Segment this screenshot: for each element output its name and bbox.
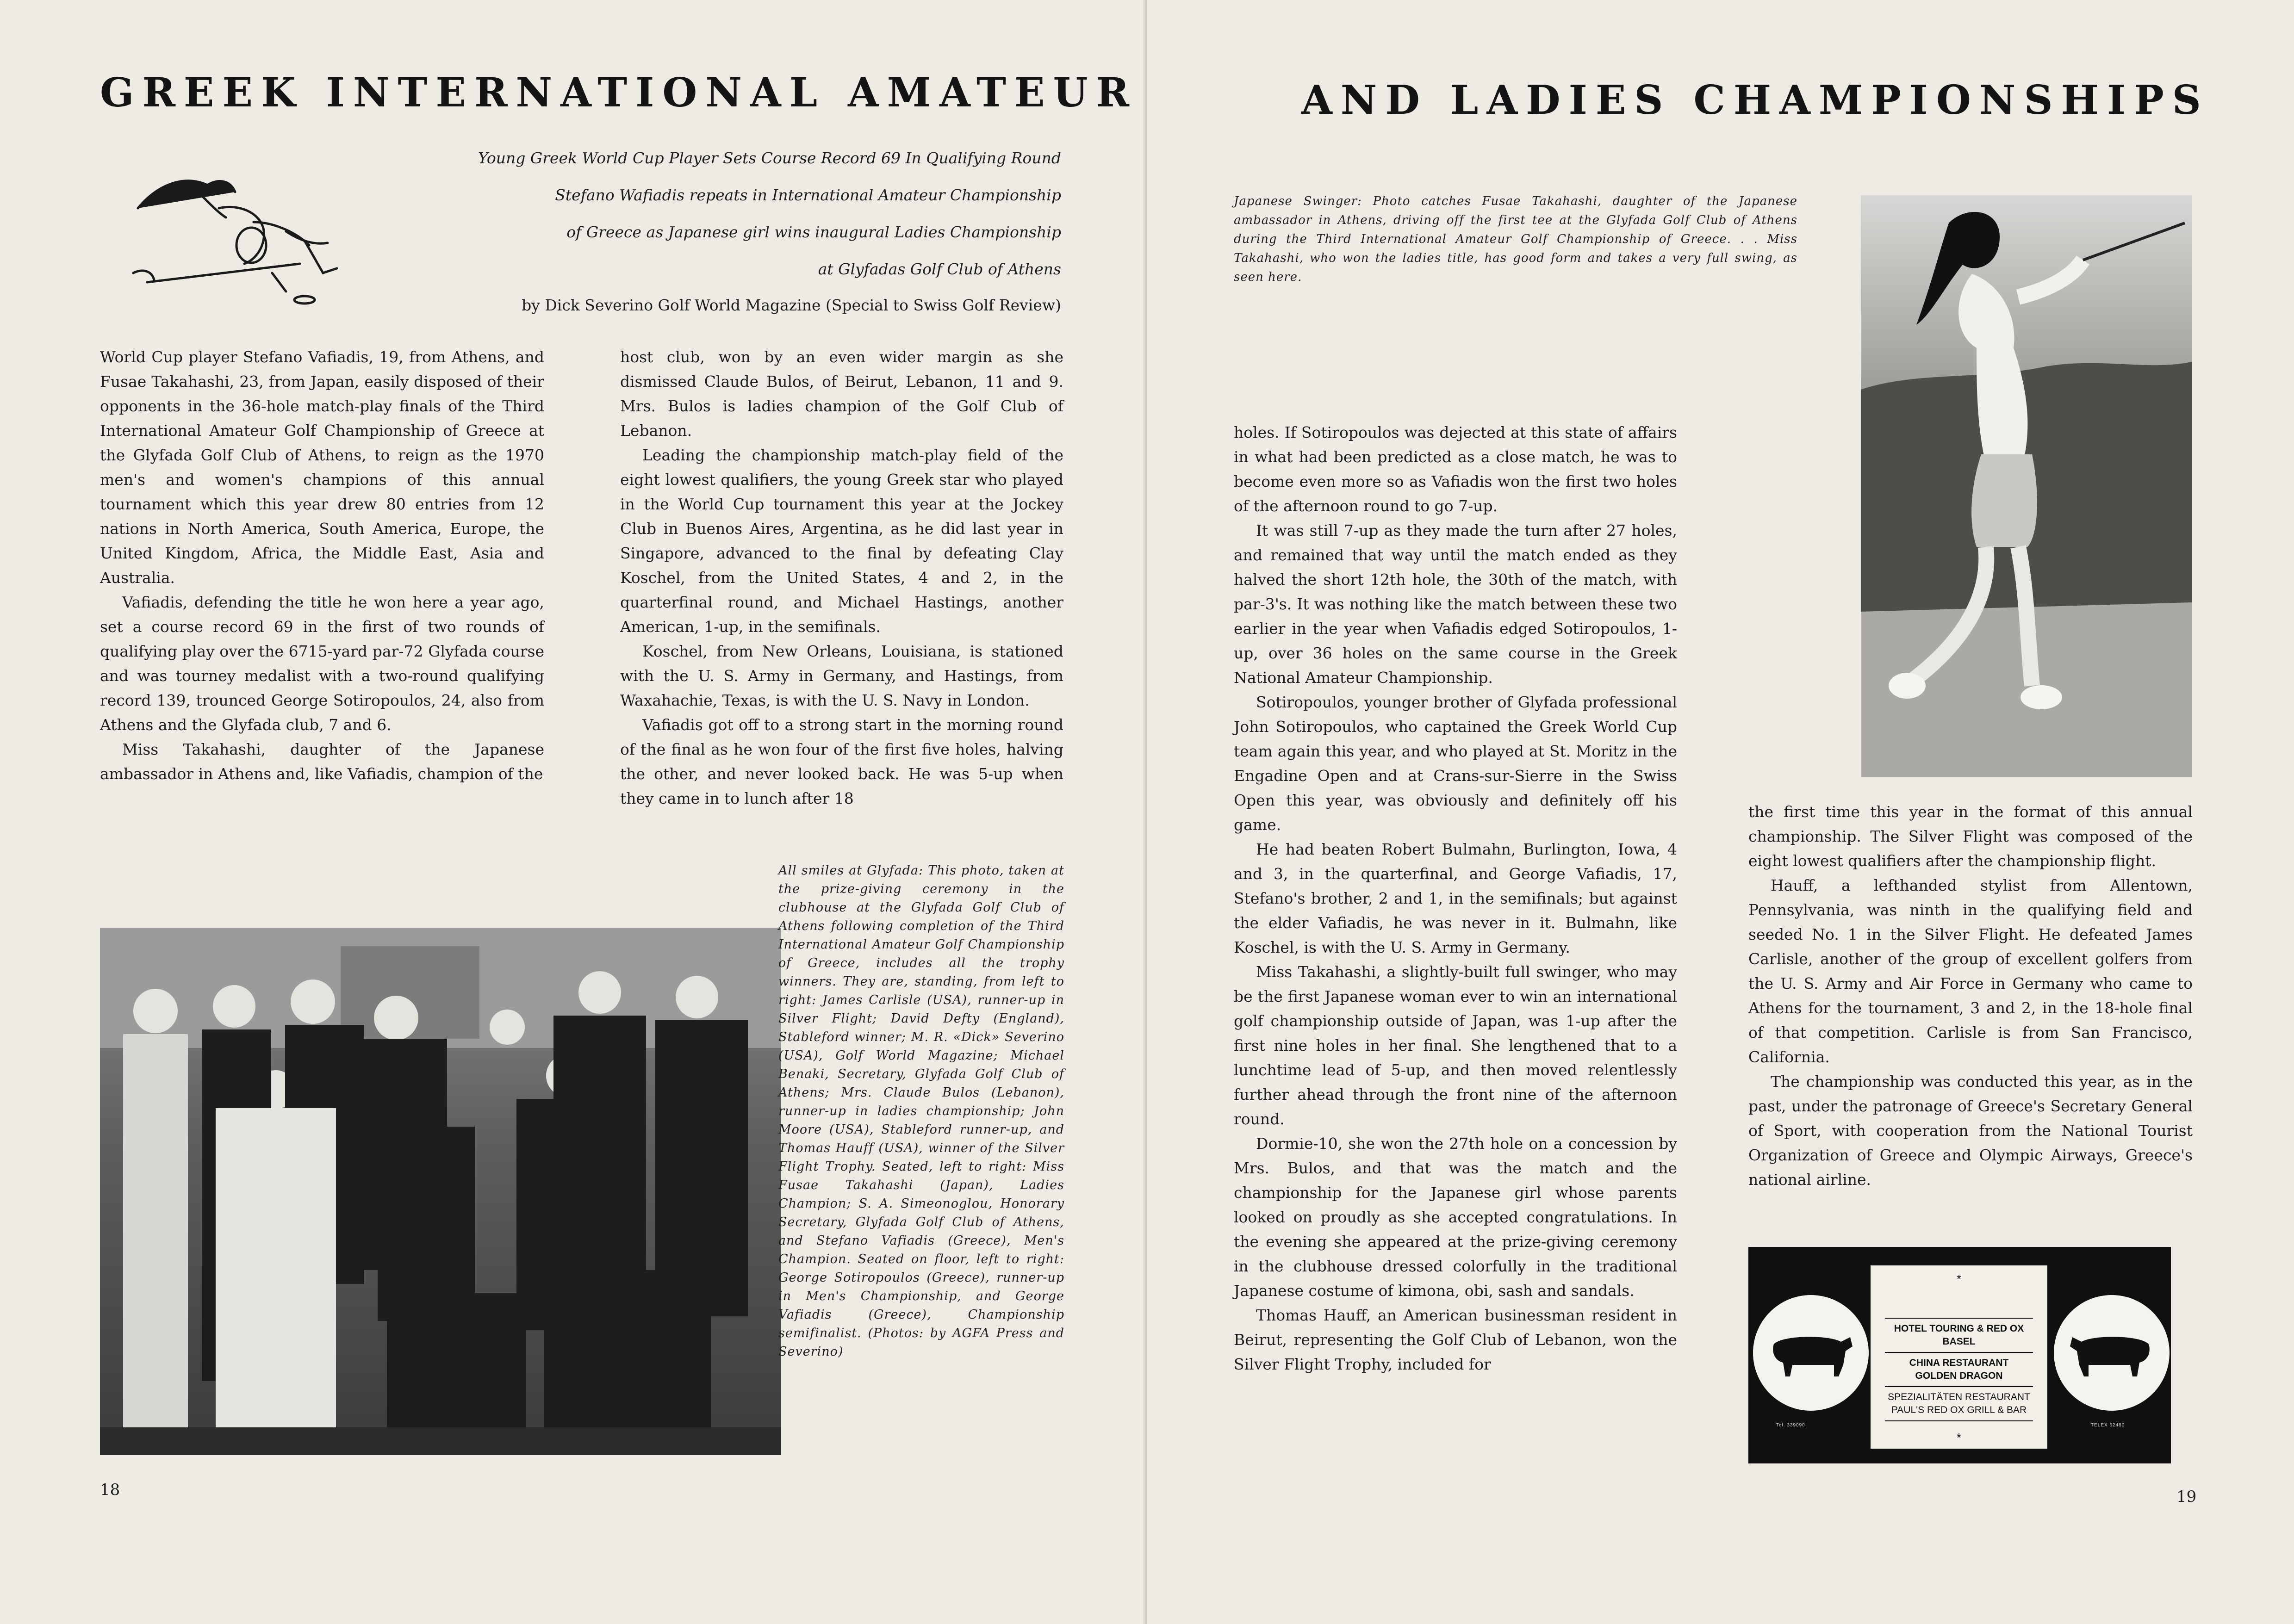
ox-icon-right — [2065, 1326, 2158, 1381]
ad-star-bottom: * — [1956, 1431, 1962, 1444]
ad-center-panel — [1871, 1265, 2047, 1449]
paragraph: Vafiadis, defending the title he won here a year ago, set a course record 69 in the first of two rounds of qualifying play over the 6715-yard par-72 Glyfada course and was tourney medalist with a two-round qualifying record 139, trounced George Sotiropoulos, 24, also from Athens and the Glyfada club, 7 and 6. — [100, 593, 544, 734]
paragraph: The championship was conducted this year, as in the past, under the patronage of Greece's Secretary General of Sport, with cooperation from the National Tourist Organization of Greece and Olympic Airways, Greece's national airline. — [1748, 1072, 2193, 1189]
paragraph: Miss Takahashi, daughter of the Japanese ambassador in Athens and, like Vafiadis, champion of the — [100, 740, 544, 783]
ad-divider — [1885, 1420, 2033, 1421]
ad-star-top: * — [1956, 1272, 1962, 1286]
swinger-photo — [1861, 195, 2192, 777]
ad-divider — [1885, 1386, 2033, 1387]
hotel-advertisement — [1748, 1247, 2171, 1463]
ad-tel: Tel. 339090 — [1776, 1423, 1805, 1428]
right-column-1 — [1234, 420, 1677, 1376]
page-number-left: 18 — [100, 1481, 120, 1499]
paragraph: He had beaten Robert Bulmahn, Burlington, Iowa, 4 and 3, in the quarterfinal, and George Vafiadis, 17, Stefano's brother, 2 and 1, in the semifinals; but against the elder Vafiadis, he was never in it. Bulmahn, like Koschel, is with the U. S. Army in Germany. — [1234, 840, 1677, 956]
ox-icon-left — [1765, 1326, 1857, 1381]
byline: by Dick Severino Golf World Magazine (Special to Swiss Golf Review) — [522, 296, 1061, 314]
left-column-1 — [100, 345, 544, 786]
ad-line-city: BASEL — [1942, 1336, 1976, 1347]
subhead-line-1: Young Greek World Cup Player Sets Course Record 69 In Qualifying Round — [478, 149, 1061, 167]
paragraph: Hauff, a lefthanded stylist from Allentown, Pennsylvania, was ninth in the qualifying field and seeded No. 1 in the Silver Flight. He defeated James Carlisle, another of the group of excellent golfers from the U. S. Army and Air Force in Germany who came to Athens for the tournament, 3 and 2, in the 18-hole final of that competition. Carlisle is from San Francisco, California. — [1748, 876, 2193, 1066]
paragraph: Dormie-10, she won the 27th hole on a concession by Mrs. Bulos, and that was the match and the championship for the Japanese girl whose parents looked on proudly as she accepted congratulations. In the evening she appeared at the prize-giving ceremony in the clubhouse dressed colorfully in the traditional Japanese costume of kimona, obi, sash and sandals. — [1234, 1134, 1677, 1300]
headline-left: GREEK INTERNATIONAL AMATEUR — [100, 69, 1138, 116]
headline-right: AND LADIES CHAMPIONSHIPS — [1301, 77, 2209, 124]
ad-line-spezial: SPEZIALITÄTEN RESTAURANT — [1888, 1392, 2030, 1402]
ad-line-dragon: GOLDEN DRAGON — [1915, 1370, 2003, 1381]
paragraph: Leading the championship match-play field of the eight lowest qualifiers, the young Greek star who played in the World Cup tournament this year at the Jockey Club in Buenos Aires, Argentina, as he did last year in Singapore, advanced to the final by defeating Clay Koschel, from the United States, 4 and 2, in the quarterfinal round, and Michael Hastings, another American, 1-up, in the semifinals. — [620, 446, 1063, 636]
photo-credit: (Photos: by AGFA Press and Severino) — [778, 1326, 1064, 1359]
ad-line-hotel: HOTEL TOURING & RED OX — [1894, 1323, 2024, 1334]
paragraph: the first time this year in the format of this annual championship. The Silver Flight was composed of the eight lowest qualifiers after the championship flight. — [1748, 803, 2193, 870]
group-photo-caption — [778, 862, 1064, 1361]
ad-divider — [1885, 1352, 2033, 1353]
paragraph: Miss Takahashi, a slightly-built full swinger, who may be the first Japanese woman ever to win an international golf championship outside of Japan, was 1-up after the first nine holes in her final. She lengthened that to a lunchtime lead of 5-up, and then moved relentlessly further ahead through the front nine of the afternoon round. — [1234, 963, 1677, 1128]
paragraph: Thomas Hauff, an American businessman resident in Beirut, representing the Golf Club of Lebanon, won the Silver Flight Trophy, included for — [1234, 1306, 1677, 1373]
group-photo-figures — [100, 928, 781, 1455]
group-photo — [100, 928, 781, 1455]
subhead-line-3: of Greece as Japanese girl wins inaugural Ladies Championship — [566, 223, 1061, 241]
ad-telex: TELEX 62480 — [2091, 1423, 2125, 1428]
paragraph: World Cup player Stefano Vafiadis, 19, from Athens, and Fusae Takahashi, 23, from Japan, easily disposed of their opponents in the 36-hole match-play finals of the Third International Amateur Golf Championship of Greece at the Glyfada Golf Club of Athens, to reign as the 1970 men's and women's champions of this annual tournament which this year drew 80 entries from 12 nations in North America, South America, Europe, the United Kingdom, Africa, the Middle East, Asia and Australia. — [100, 348, 544, 587]
paragraph: Sotiropoulos, younger brother of Glyfada professional John Sotiropoulos, who captained the Greek World Cup team again this year, and who played at St. Moritz in the Engadine Open and at Crans-sur-Sierre in the Swiss Open this year, was obviously and definitely off his game. — [1234, 693, 1677, 834]
paragraph: It was still 7-up as they made the turn after 27 holes, and remained that way until the match ended as they halved the short 12th hole, the 30th of the match, with par-3's. It was nothing like the match between these two earlier in the year when Vafiadis edged Sotiropoulos, 1-up, over 36 holes on the same course in the Greek National Amateur Championship. — [1234, 521, 1677, 687]
caption-text: All smiles at Glyfada: This photo, taken at the prize-giving ceremony in the clubhouse at the Glyfada Golf Club of Athens following completion of the Third International Amateur Golf Championship of Greece, includes all the trophy winners. They are, standing, from left to right: James Carlisle (USA), runner-up in Silver Flight; David Defty (England), Stableford winner; M. R. «Dick» Severino (USA), Golf World Magazine; Michael Benaki, Secretary, Glyfada Golf Club of Athens; Mrs. Claude Bulos (Lebanon), runner-up in ladies championship; John Moore (USA), Stableford runner-up, and Thomas Hauff (USA), winner of the Silver Flight Trophy. Seated, left to right: Miss Fusae Takahashi (Japan), Ladies Champion; S. A. Simeonoglou, Honorary Secretary, Glyfada Golf Club of Athens, and Stefano Vafiadis (Greece), Men's Champion. Seated on floor, left to right: George Sotiropoulos (Greece), runner-up in Men's Championship, and George Vafiadis (Greece), Championship semifinalist. — [778, 863, 1064, 1340]
ad-divider — [1885, 1318, 2033, 1319]
ad-line-china: CHINA RESTAURANT — [1909, 1357, 2009, 1368]
paragraph: Vafiadis got off to a strong start in the morning round of the final as he won four of the first five holes, halving the other, and never looked back. He was 5-up when they came in to lunch after 18 — [620, 716, 1063, 807]
ad-line-grill: PAUL'S RED OX GRILL & BAR — [1891, 1405, 2027, 1415]
paragraph: Koschel, from New Orleans, Louisiana, is stationed with the U. S. Army in Germany, and Hastings, from Waxahachie, Texas, is with the U. S. Navy in London. — [620, 642, 1063, 709]
right-column-2 — [1748, 800, 2193, 1192]
golfer-figure — [1861, 195, 2192, 777]
left-column-2 — [620, 345, 1063, 811]
page-number-right: 19 — [2176, 1488, 2197, 1506]
golfer-cartoon-illustration — [119, 153, 360, 305]
paragraph: host club, won by an even wider margin as she dismissed Claude Bulos, of Beirut, Lebanon, 11 and 9. Mrs. Bulos is ladies champion of the Golf Club of Lebanon. — [620, 348, 1063, 440]
swinger-photo-caption: Japanese Swinger: Photo catches Fusae Takahashi, daughter of the Japanese ambassador in Athens, driving off the first tee at the Glyfada Golf Club of Athens during the Third International Amateur Golf Championship of Greece. . . Miss Takahashi, who won the ladies title, has good form and takes a very full swing, as seen here. — [1234, 194, 1797, 284]
paragraph: holes. If Sotiropoulos was dejected at this state of affairs in what had been predicted as a close match, he was to become even more so as Vafiadis won the first two holes of the afternoon round to go 7-up. — [1234, 423, 1677, 515]
subhead-line-2: Stefano Wafiadis repeats in International Amateur Championship — [555, 186, 1061, 204]
subhead-line-4: at Glyfadas Golf Club of Athens — [818, 260, 1061, 278]
